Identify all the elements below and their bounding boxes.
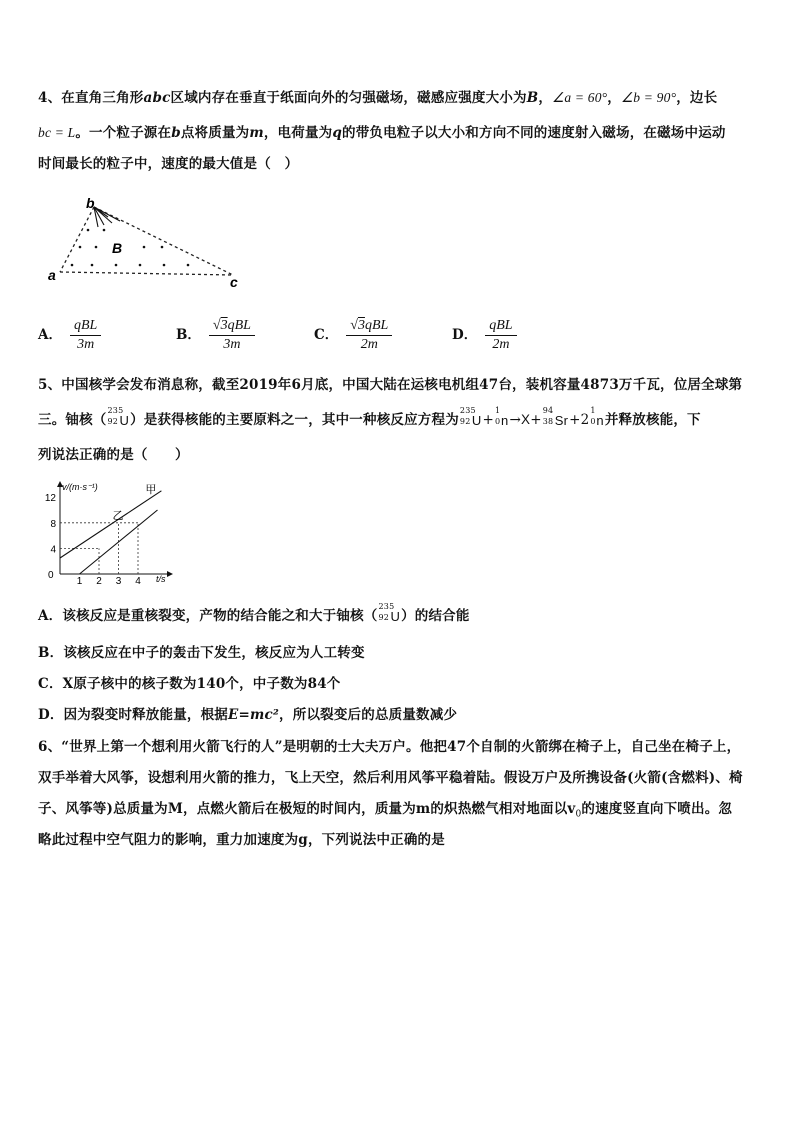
q4-option-b[interactable] — [176, 318, 255, 353]
plus-sign: + — [569, 412, 581, 428]
particle-velocity-arrows — [94, 207, 120, 227]
q4-text: ，边长 — [676, 90, 718, 106]
q6-text: “世界上第一个想利用火箭飞行的人”是明朝的士大夫万户。他把47个自制的火箭绑在椅子上，自己坐在椅子上， — [61, 739, 741, 755]
fraction-numerator — [209, 318, 255, 336]
q4-text: 点将质量为 — [180, 125, 250, 141]
option-label: B． — [38, 645, 64, 661]
q4-line-2 — [38, 123, 758, 143]
plus-sign: + — [482, 412, 495, 428]
vertex-a-label: a — [48, 267, 56, 283]
x-axis-label: t/s — [156, 574, 166, 584]
vertex-c-label: c — [230, 274, 238, 290]
mass-number: 1 — [590, 405, 596, 415]
q4-option-d[interactable] — [452, 318, 517, 353]
option-label: C． — [314, 327, 339, 343]
option-label: A． — [38, 327, 62, 343]
q5-option-a[interactable] — [38, 601, 758, 627]
option-fraction — [70, 318, 101, 353]
mass-number: 1 — [495, 405, 501, 415]
element-symbol: U — [119, 412, 130, 428]
q4-bc: bc = L — [38, 125, 76, 140]
q6-line-4: 略此过程中空气阻力的影响，重力加速度为g，下列说法中正确的是 — [38, 832, 445, 848]
nuclide-u235 — [378, 601, 401, 627]
q6-v: v — [567, 801, 576, 817]
tick-labels — [45, 493, 141, 586]
numerator-text: qBL — [364, 318, 389, 333]
q5-line-1 — [38, 375, 758, 395]
q4-sep: ， — [607, 90, 621, 106]
fraction-denominator: 2m — [492, 337, 510, 352]
option-label: B． — [176, 327, 201, 343]
q5-text: 并释放核能，下 — [604, 412, 701, 428]
fraction-denominator: 3m — [223, 337, 241, 352]
q6-line-2: 双手举着大风筝，设想利用火箭的推力，飞上天空，然后利用风筝平稳着陆。假设万户及所携设备(火箭(含燃料)、椅 — [38, 770, 743, 786]
x-tick-label: 2 — [96, 576, 102, 586]
q5-line-3: 列说法正确的是（ ） — [38, 447, 189, 463]
sqrt-sign: √ — [350, 318, 358, 333]
nuclide-neutron — [590, 405, 604, 431]
y-tick-label: 12 — [44, 493, 56, 505]
element-symbol: U — [471, 412, 482, 428]
option-fraction — [485, 318, 516, 353]
nuclide-u235 — [459, 405, 482, 431]
q5-text: 三。铀核（ — [38, 412, 107, 428]
q6-number: 6、 — [38, 739, 62, 755]
x-tick-label: 1 — [76, 576, 83, 586]
q4-angle-b: ∠b = 90° — [620, 90, 677, 105]
option-text: ）的结合能 — [401, 608, 470, 624]
q6-line-1 — [38, 737, 758, 757]
mass-number: 235 — [459, 405, 476, 415]
option-fraction — [209, 318, 255, 353]
option-text: ，所以裂变后的总质量数减少 — [279, 707, 458, 723]
atomic-number: 92 — [378, 612, 390, 622]
q5-option-d[interactable] — [38, 705, 758, 725]
triangle-edge-ac — [60, 272, 233, 275]
option-label: A． — [38, 608, 63, 624]
q4-triangle-figure — [40, 195, 250, 295]
q4-line-3: 时间最长的粒子中，速度的最大值是（ ） — [38, 156, 299, 172]
q4-abc: abc — [143, 90, 171, 106]
q4-option-c[interactable] — [314, 318, 392, 353]
q5-text: ）是获得核能的主要原料之一，其中一种核反应方程为 — [130, 412, 459, 428]
fraction-numerator — [346, 318, 392, 336]
q4-text: 区域内存在垂直于纸面向外的匀强磁场，磁感应强度大小为 — [170, 90, 527, 106]
q4-m: m — [249, 125, 264, 141]
coefficient: 2 — [580, 412, 590, 428]
q4-q: q — [332, 125, 342, 141]
option-text: 该核反应在中子的轰击下发生，核反应为人工转变 — [63, 645, 365, 661]
element-symbol: n — [596, 412, 604, 428]
option-label: D． — [38, 707, 64, 723]
series-label-jia: 甲 — [145, 483, 157, 496]
sqrt-radicand: 3 — [220, 318, 228, 333]
q6-line-3 — [38, 799, 758, 825]
fraction-numerator: qBL — [485, 318, 516, 336]
q4-B: B — [526, 90, 539, 106]
field-B-label: B — [112, 240, 123, 256]
atomic-number: 92 — [459, 416, 471, 426]
y-axis-label: v/(m·s⁻¹) — [62, 482, 98, 492]
fraction-numerator: qBL — [70, 318, 101, 336]
q4-angle-a: ∠a = 60° — [552, 90, 608, 105]
formula: E=mc² — [228, 707, 280, 723]
q4-text: 的带负电粒子以大小和方向不同的速度射入磁场，在磁场中运动 — [342, 125, 726, 141]
option-label: D． — [452, 327, 478, 343]
y-tick-label: 8 — [50, 518, 56, 530]
option-text: 该核反应是重核裂变，产物的结合能之和大于铀核（ — [62, 608, 378, 624]
mass-number: 94 — [542, 405, 554, 415]
q5-number: 5、 — [38, 377, 62, 393]
q4-text: 在直角三角形 — [61, 90, 144, 106]
q4-b: b — [171, 125, 181, 141]
numerator-text: qBL — [227, 318, 251, 333]
q4-sep: ， — [538, 90, 553, 106]
q4-number: 4、 — [38, 90, 62, 106]
option-label: C． — [38, 676, 63, 692]
fraction-denominator: 2m — [360, 337, 378, 352]
q4-line-1 — [38, 88, 758, 108]
nuclide-sr94 — [542, 405, 569, 431]
q5-vt-graph — [40, 478, 180, 586]
atomic-number: 92 — [107, 416, 119, 426]
atomic-number: 38 — [542, 416, 554, 426]
option-fraction — [346, 318, 392, 353]
x-tick-label: 4 — [135, 576, 141, 586]
mass-number: 235 — [378, 601, 395, 611]
q4-text: ，电荷量为 — [263, 125, 333, 141]
element-symbol: n — [501, 412, 509, 428]
series-label-yi: 乙 — [112, 509, 124, 522]
option-text: X原子核中的核子数为140个，中子数为84个 — [62, 676, 341, 692]
plus-sign: + — [530, 412, 542, 428]
q6-text: 子、风筝等)总质量为M，点燃火箭后在极短的时间内，质量为m的炽热燃气相对地面以 — [38, 801, 568, 817]
q4-text: 。一个粒子源在 — [75, 125, 172, 141]
series-lines — [60, 491, 161, 574]
option-text: 因为裂变时释放能量，根据 — [63, 707, 229, 723]
element-symbol: Sr — [554, 412, 569, 428]
q4-option-a[interactable] — [38, 318, 101, 353]
nuclide-u235 — [107, 405, 130, 431]
q5-line-2 — [38, 405, 758, 431]
nuclide-neutron — [495, 405, 509, 431]
atomic-number: 0 — [495, 416, 501, 426]
guide-lines — [60, 523, 138, 574]
q5-text: 中国核学会发布消息称，截至2019年6月底，中国大陆在运核电机组47台，装机容量4873万千瓦，位居全球第 — [61, 377, 743, 393]
q5-option-c[interactable] — [38, 674, 758, 694]
atomic-number: 0 — [590, 416, 596, 426]
x-tick-label: 3 — [115, 576, 122, 586]
origin-label: 0 — [48, 570, 54, 581]
element-symbol: U — [390, 608, 401, 624]
fraction-denominator: 3m — [77, 337, 95, 352]
y-tick-label: 4 — [50, 544, 56, 556]
x-symbol: X — [520, 412, 531, 427]
q6-text: 的速度竖直向下喷出。忽 — [581, 801, 733, 817]
triangle-edge-ab — [60, 207, 94, 272]
q5-option-b[interactable] — [38, 643, 758, 663]
sqrt-sign: √ — [212, 318, 221, 333]
reaction-arrow: → — [509, 412, 521, 428]
sqrt-radicand: 3 — [357, 318, 365, 333]
vertex-b-label: b — [86, 195, 95, 211]
field-dots — [71, 229, 190, 267]
mass-number: 235 — [107, 405, 124, 415]
q6-v-subscript: 0 — [575, 809, 582, 820]
